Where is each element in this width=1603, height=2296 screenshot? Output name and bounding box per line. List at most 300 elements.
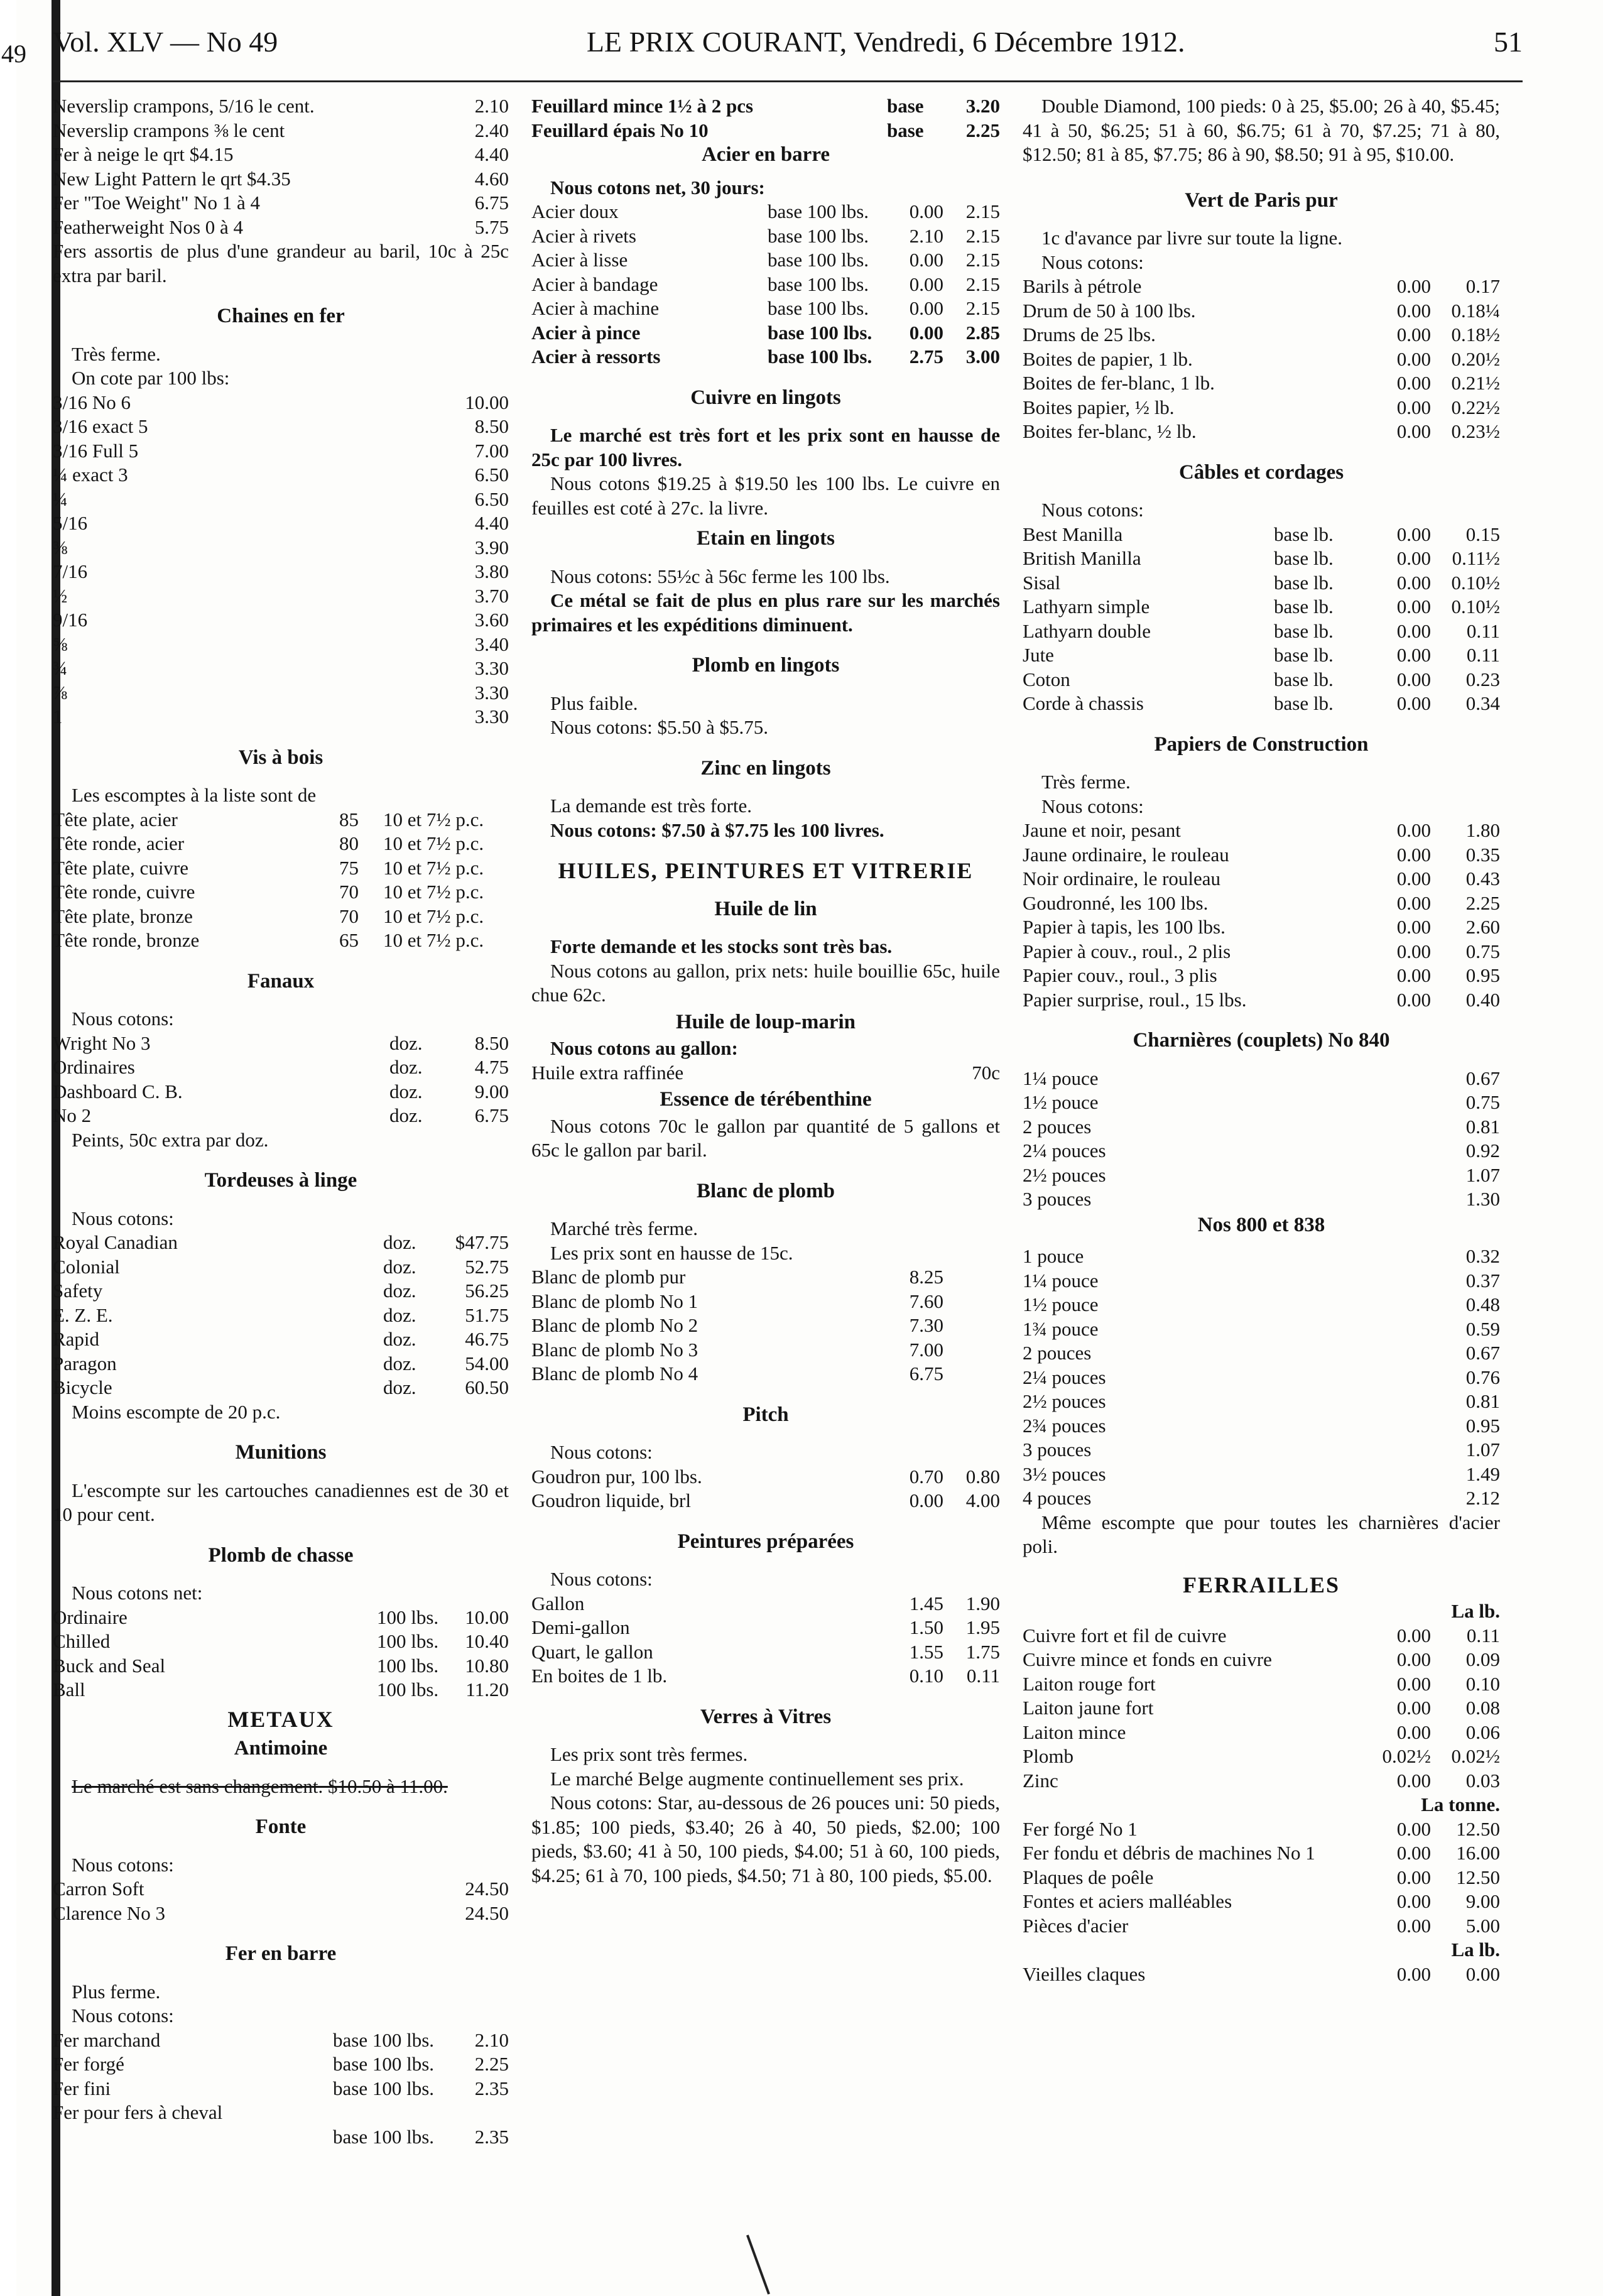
- item-price: 0.21½: [1451, 372, 1500, 394]
- price-row: [531, 1465, 1000, 1489]
- price-row: [1023, 1962, 1500, 1987]
- item-name: Pièces d'acier: [1023, 1914, 1129, 1937]
- item-price-low: 0.00: [1396, 1769, 1431, 1792]
- price-row: [531, 345, 1000, 369]
- price-row: [53, 415, 509, 439]
- item-price-low: 0.00: [1396, 964, 1431, 986]
- price-row: [53, 832, 509, 856]
- item-unit: base 100 lbs.: [333, 2125, 435, 2148]
- item-discount: 75: [339, 856, 359, 879]
- item-price: 0.11: [1466, 644, 1500, 666]
- etain-text-1: Nous cotons: 55½c à 56c ferme les 100 lbs.: [550, 565, 890, 587]
- item-price: 7.30: [909, 1314, 943, 1336]
- item-discount: 70: [339, 905, 359, 927]
- item-name: Ball: [53, 1678, 85, 1700]
- item-price-low: 0.00: [1396, 916, 1431, 938]
- antimoine-text: Le marché est sans changement. $10.50 à 11.00.: [72, 1775, 448, 1797]
- item-price: 2.10: [474, 2028, 509, 2051]
- item-price: 4.40: [474, 512, 509, 534]
- price-row: [1023, 1187, 1500, 1212]
- price-row: [53, 1231, 509, 1255]
- item-price-low: 0.00: [1396, 420, 1431, 442]
- section-heading: Câbles et cordages: [1178, 460, 1344, 484]
- item-price: 7.60: [909, 1290, 943, 1312]
- item-unit: doz.: [383, 1255, 416, 1278]
- section-intro: Nous cotons:: [72, 2005, 174, 2027]
- price-row: [53, 1877, 509, 1902]
- page-number: 51: [1493, 26, 1523, 58]
- item-discount: 80: [339, 832, 359, 854]
- item-name: No 2: [53, 1104, 92, 1126]
- item-unit: doz.: [383, 1376, 416, 1398]
- price-row: [1023, 1486, 1500, 1511]
- price-row: [53, 1654, 509, 1678]
- item-price: 1.80: [1465, 819, 1500, 841]
- item-price: 0.75: [1465, 1091, 1500, 1113]
- price-row: [1023, 619, 1500, 644]
- charnieres-list: [1023, 1067, 1500, 1212]
- price-row: [1023, 1269, 1500, 1293]
- item-name: Papier surprise, roul., 15 lbs.: [1023, 988, 1247, 1011]
- item-price: 0.23½: [1451, 420, 1500, 442]
- item-price: 52.75: [465, 1255, 509, 1278]
- section-intro: Nous cotons:: [72, 1853, 174, 1876]
- item-price: 0.11: [1466, 619, 1500, 642]
- item-price-low: 0.00: [1396, 596, 1431, 618]
- item-price: 12.50: [1456, 1817, 1500, 1840]
- item-price-low: 0.00: [1396, 324, 1431, 345]
- section-intro: Nous cotons:: [1041, 795, 1144, 817]
- item-name: Barils à pétrole: [1023, 275, 1142, 297]
- item-name: Laiton jaune fort: [1023, 1697, 1154, 1719]
- item-name: British Manilla: [1023, 547, 1141, 569]
- item-price: 8.50: [474, 415, 509, 437]
- market-note: Les prix sont en hausse de 15c.: [550, 1241, 793, 1264]
- market-note: Les prix sont très fermes.: [550, 1743, 748, 1765]
- section-heading: Blanc de plomb: [696, 1179, 835, 1202]
- item-price: 46.75: [465, 1328, 509, 1350]
- price-row: [1023, 819, 1500, 843]
- item-price: 0.43: [1465, 868, 1500, 890]
- volume-label: Vol. XLV — No 49: [53, 26, 278, 58]
- scan-margin: [0, 0, 16, 2296]
- price-row: [531, 1616, 1000, 1640]
- item-unit: base 100 lbs.: [333, 2053, 435, 2075]
- item-name: Acier à machine: [531, 297, 660, 319]
- price-row: [53, 928, 509, 953]
- item-name: Plomb: [1023, 1745, 1073, 1767]
- fers-note: Fers assortis de plus d'une grandeur au baril, 10c à 25c extra par baril.: [53, 240, 509, 286]
- price-row: [53, 119, 509, 143]
- item-unit: doz.: [383, 1303, 416, 1326]
- price-row: [53, 2028, 509, 2053]
- item-name: Fer "Toe Weight" No 1 à 4: [53, 192, 261, 214]
- item-price-low: 0.00: [909, 1489, 943, 1511]
- item-price: 0.75: [1465, 940, 1500, 962]
- item-discount: 85: [339, 808, 359, 830]
- price-row: [1023, 1817, 1500, 1842]
- price-row: [1023, 1414, 1500, 1439]
- price-row: [531, 1314, 1000, 1338]
- item-price-low: 0.00: [1396, 1817, 1431, 1840]
- price-row: [53, 1352, 509, 1376]
- item-price: 2.35: [474, 2077, 509, 2099]
- price-row: [53, 584, 509, 609]
- item-name: Zinc: [1023, 1769, 1058, 1792]
- price-row: [53, 856, 509, 881]
- item-unit: base 100 lbs.: [768, 321, 872, 344]
- price-row: [1023, 1721, 1500, 1745]
- item-name: Safety: [53, 1280, 103, 1302]
- item-price: 24.50: [465, 1878, 509, 1900]
- item-price: 3.30: [474, 657, 509, 679]
- item-name: Chilled: [53, 1630, 111, 1652]
- item-extra: 10 et 7½ p.c.: [383, 905, 484, 927]
- item-price-low: 0.00: [1396, 347, 1431, 370]
- price-row: [1023, 1366, 1500, 1390]
- peintures-list: [531, 1592, 1000, 1689]
- section-heading: Fanaux: [247, 969, 315, 993]
- item-unit: base 100 lbs.: [768, 200, 869, 222]
- price-row: [53, 94, 509, 119]
- item-price: 7.00: [909, 1338, 943, 1361]
- price-row: [1023, 1091, 1500, 1115]
- item-price-low: 0.00: [1396, 547, 1431, 569]
- item-name: 1½ pouce: [1023, 1091, 1099, 1113]
- price-row: [531, 1640, 1000, 1665]
- item-price-low: 1.50: [909, 1616, 943, 1638]
- column-3: [1023, 94, 1500, 1986]
- price-row: [53, 191, 509, 215]
- item-name: Lathyarn simple: [1023, 596, 1150, 618]
- price-row: [531, 248, 1000, 273]
- price-row: [531, 94, 1000, 119]
- item-name: Neverslip crampons ⅜ le cent: [53, 119, 285, 141]
- item-unit: doz.: [389, 1104, 423, 1126]
- item-price: 0.81: [1465, 1390, 1500, 1412]
- price-row: [1023, 1067, 1500, 1091]
- item-name: Fer à neige le qrt $4.15: [53, 143, 234, 165]
- item-price: 10.00: [465, 391, 509, 413]
- item-price: 1.75: [965, 1640, 1000, 1663]
- item-price-low: 0.00: [1396, 1914, 1431, 1937]
- fanaux-list: [53, 1031, 509, 1128]
- item-price-low: 0.00: [1396, 571, 1431, 594]
- item-price: 70c: [972, 1061, 1000, 1084]
- price-row: [1023, 1769, 1500, 1793]
- item-price: 2.40: [474, 119, 509, 141]
- item-unit: base 100 lbs.: [768, 273, 869, 295]
- fers-list: [53, 94, 509, 288]
- price-row: [53, 656, 509, 681]
- cables-list: [1023, 523, 1500, 716]
- item-name: Papier à tapis, les 100 lbs.: [1023, 916, 1225, 938]
- market-note: Très ferme.: [1041, 771, 1131, 793]
- price-row: [53, 143, 509, 167]
- item-price: 11.20: [465, 1678, 509, 1700]
- item-unit: base lb.: [1274, 619, 1334, 642]
- price-row: [53, 487, 509, 512]
- item-name: Noir ordinaire, le rouleau: [1023, 868, 1221, 890]
- item-name: 3/16 Full 5: [53, 439, 139, 462]
- cuivre-text-1: Le marché est très fort et les prix sont en hausse de 25c par 100 livres.: [531, 424, 1000, 471]
- item-price: 2.35: [474, 2125, 509, 2148]
- item-name: 2 pouces: [1023, 1342, 1092, 1364]
- item-name: Tête plate, cuivre: [53, 856, 189, 879]
- item-price: 0.34: [1465, 692, 1500, 714]
- tordeuses-list: [53, 1231, 509, 1400]
- price-row: [1023, 1890, 1500, 1914]
- item-name: Acier à rivets: [531, 224, 636, 247]
- price-row: [53, 1376, 509, 1400]
- price-row: [1023, 1438, 1500, 1462]
- market-note: Marché très ferme.: [550, 1217, 698, 1239]
- item-name: Tête ronde, acier: [53, 832, 185, 854]
- item-price: 0.09: [1465, 1648, 1500, 1670]
- ferrailles-list: [1023, 1624, 1500, 1793]
- price-row: [1023, 275, 1500, 299]
- section-intro: Nous cotons net:: [72, 1582, 203, 1604]
- item-price: 2.25: [474, 2053, 509, 2075]
- price-row: [53, 1678, 509, 1702]
- item-name: Drum de 50 à 100 lbs.: [1023, 299, 1196, 322]
- price-row: [1023, 1317, 1500, 1342]
- section-heading: Zinc en lingots: [700, 756, 831, 780]
- item-name: Acier à ressorts: [531, 345, 661, 367]
- item-price: 56.25: [465, 1280, 509, 1302]
- item-price: 6.75: [474, 192, 509, 214]
- item-price-low: 0.00: [1396, 1962, 1431, 1985]
- item-name: Lathyarn double: [1023, 619, 1151, 642]
- item-name: 5/16: [53, 512, 88, 534]
- price-row: [1023, 1624, 1500, 1648]
- item-name: E. Z. E.: [53, 1303, 113, 1326]
- price-row: [53, 215, 509, 240]
- price-row: [531, 119, 1000, 143]
- item-name: Laiton mince: [1023, 1721, 1126, 1743]
- section-heading: Verres à Vitres: [700, 1705, 832, 1728]
- price-row: [53, 1606, 509, 1630]
- item-price-low: 0.00: [1396, 692, 1431, 714]
- column-2: [531, 94, 1000, 1888]
- item-name: 4 pouces: [1023, 1487, 1092, 1509]
- item-price: 0.17: [1465, 275, 1500, 297]
- item-name: Jute: [1023, 644, 1054, 666]
- section-intro: Les escomptes à la liste sont de: [72, 784, 317, 806]
- price-row: [53, 2125, 509, 2150]
- charnieres-list-2: [1023, 1244, 1500, 1511]
- item-price-low: 0.00: [1396, 644, 1431, 666]
- item-price: 54.00: [465, 1352, 509, 1374]
- item-price: 2.15: [965, 249, 1000, 271]
- item-price-low: 0.00: [1396, 1866, 1431, 1888]
- price-row: [531, 224, 1000, 249]
- price-row: [531, 1290, 1000, 1314]
- item-unit: doz.: [383, 1280, 416, 1302]
- category-heading: METAUX: [227, 1706, 334, 1732]
- item-price: 0.40: [1465, 988, 1500, 1011]
- item-unit: base lb.: [1274, 571, 1334, 594]
- item-name: Fer pour fers à cheval: [53, 2101, 223, 2123]
- item-price-low: 0.00: [1396, 299, 1431, 322]
- item-price: 0.11½: [1452, 547, 1500, 569]
- item-name: Quart, le gallon: [531, 1640, 653, 1663]
- item-name: 3/16 No 6: [53, 391, 131, 413]
- price-row: [531, 1362, 1000, 1386]
- item-unit: base lb.: [1274, 596, 1334, 618]
- price-row: [1023, 1341, 1500, 1366]
- item-name: Featherweight Nos 0 à 4: [53, 215, 244, 238]
- item-price: 5.75: [474, 215, 509, 238]
- item-name: ⅞: [53, 681, 68, 704]
- item-price: 0.10½: [1451, 571, 1500, 594]
- item-price-low: 0.00: [909, 249, 943, 271]
- price-row: [1023, 571, 1500, 596]
- tordeuses-note: Moins escompte de 20 p.c.: [72, 1400, 281, 1423]
- charnieres-note: Même escompte que pour toutes les charnières d'acier poli.: [1023, 1511, 1500, 1557]
- section-heading: Peintures préparées: [677, 1530, 854, 1553]
- item-price: 2.60: [1465, 916, 1500, 938]
- item-name: Ordinaire: [53, 1606, 128, 1628]
- terebenthine-text: Nous cotons 70c le gallon par quantité de 5 gallons et 65c le gallon par baril.: [531, 1114, 1000, 1161]
- item-name: Blanc de plomb pur: [531, 1266, 686, 1288]
- item-price: 7.00: [474, 439, 509, 462]
- item-price: 0.23: [1465, 668, 1500, 690]
- item-price: 12.50: [1456, 1866, 1500, 1888]
- price-row: [53, 705, 509, 729]
- item-name: ¼ exact 3: [53, 464, 128, 486]
- item-unit: doz.: [389, 1080, 423, 1102]
- unit-heading: La tonne.: [1421, 1793, 1500, 1815]
- item-price: 5.00: [1465, 1914, 1500, 1937]
- item-name: Fer fondu et débris de machines No 1: [1023, 1842, 1315, 1864]
- section-intro: Nous cotons:: [1041, 499, 1144, 521]
- category-heading: HUILES, PEINTURES ET VITRERIE: [558, 858, 974, 883]
- item-price: 0.81: [1465, 1115, 1500, 1138]
- item-name: Sisal: [1023, 571, 1061, 594]
- item-name: 3½ pouces: [1023, 1462, 1106, 1485]
- price-row: [53, 463, 509, 487]
- item-unit: doz.: [389, 1056, 423, 1078]
- item-unit: base 100 lbs.: [768, 345, 872, 367]
- header-rule: [53, 80, 1523, 82]
- price-row: [53, 681, 509, 705]
- price-row: [1023, 988, 1500, 1013]
- item-unit: base: [887, 95, 924, 117]
- section-heading: Plomb en lingots: [692, 654, 840, 677]
- price-row: [531, 1265, 1000, 1290]
- item-unit: base 100 lbs.: [768, 297, 869, 319]
- price-row: [1023, 323, 1500, 347]
- item-extra: 10 et 7½ p.c.: [383, 856, 484, 879]
- section-heading: Etain en lingots: [696, 527, 835, 550]
- section-intro: Nous cotons:: [72, 1008, 174, 1030]
- item-name: Fontes et aciers malléables: [1023, 1890, 1232, 1912]
- section-intro: Nous cotons:: [550, 1568, 653, 1590]
- fer-barre-list: [53, 2028, 509, 2150]
- item-name: Tête plate, acier: [53, 808, 178, 830]
- price-row: [53, 1104, 509, 1128]
- item-name: New Light Pattern le qrt $4.35: [53, 167, 291, 190]
- item-price: 0.10½: [1451, 596, 1500, 618]
- item-name: Goudronné, les 100 lbs.: [1023, 891, 1209, 914]
- price-row: [1023, 595, 1500, 619]
- item-price: 24.50: [465, 1902, 509, 1924]
- item-price: 1.30: [1465, 1188, 1500, 1210]
- vis-list: [53, 808, 509, 953]
- item-price: 0.22½: [1451, 396, 1500, 418]
- item-price: 0.95: [1465, 1414, 1500, 1437]
- item-price-low: 0.00: [1396, 668, 1431, 690]
- item-name: Blanc de plomb No 3: [531, 1338, 698, 1361]
- price-row: [53, 1303, 509, 1328]
- item-unit: doz.: [383, 1352, 416, 1374]
- price-row: [1023, 915, 1500, 940]
- vert-list: [1023, 275, 1500, 444]
- page-header: [53, 25, 1523, 69]
- item-price-low: 0.00: [909, 273, 943, 295]
- item-price-low: 2.10: [909, 224, 943, 247]
- section-intro: Nous cotons:: [550, 1441, 653, 1463]
- item-price: 0.11: [1466, 1624, 1500, 1646]
- section-heading: Tordeuses à linge: [204, 1169, 357, 1192]
- item-price: 2.15: [965, 297, 1000, 319]
- item-price: 9.00: [1465, 1890, 1500, 1912]
- item-price-low: 0.00: [1396, 372, 1431, 394]
- item-name: Goudron liquide, brl: [531, 1489, 691, 1511]
- item-price: 3.40: [474, 633, 509, 655]
- item-name: Clarence No 3: [53, 1902, 166, 1924]
- item-name: Laiton rouge fort: [1023, 1672, 1156, 1695]
- item-price: 60.50: [465, 1376, 509, 1398]
- etain-text-2: Ce métal se fait de plus en plus rare sur les marchés primaires et les expéditions diminuent.: [531, 589, 1000, 636]
- item-unit: base 100 lbs.: [333, 2028, 435, 2051]
- item-price-low: 0.00: [1396, 988, 1431, 1011]
- journal-title: LE PRIX COURANT, Vendredi, 6 Décembre 1912.: [586, 26, 1185, 58]
- huile-lin-text-1: Forte demande et les stocks sont très bas.: [550, 935, 893, 957]
- fanaux-note: Peints, 50c extra par doz.: [72, 1128, 269, 1151]
- market-note: La demande est très forte.: [550, 795, 753, 817]
- item-unit: doz.: [383, 1328, 416, 1350]
- price-row: [531, 321, 1000, 345]
- scan-artifact: [746, 2234, 770, 2294]
- item-price: 10.40: [465, 1630, 509, 1652]
- item-name: Bicycle: [53, 1376, 112, 1398]
- item-price-low: 0.00: [1396, 1721, 1431, 1743]
- item-name: ⅜: [53, 536, 68, 558]
- sub-heading: Nos 800 et 838: [1197, 1213, 1325, 1236]
- price-row: [53, 1279, 509, 1303]
- item-extra: 10 et 7½ p.c.: [383, 808, 484, 830]
- item-name: Blanc de plomb No 1: [531, 1290, 698, 1312]
- item-price: 3.60: [474, 609, 509, 631]
- item-price: 2.25: [965, 119, 1000, 141]
- section-heading: Chaines en fer: [217, 305, 345, 327]
- item-name: 2¼ pouces: [1023, 1366, 1106, 1388]
- item-price: 10.80: [465, 1654, 509, 1677]
- item-price: 6.75: [909, 1363, 943, 1385]
- price-row: [1023, 396, 1500, 420]
- item-price-low: 0.00: [1396, 275, 1431, 297]
- item-price: 8.25: [909, 1266, 943, 1288]
- price-row: [1023, 1390, 1500, 1414]
- item-price: 0.76: [1465, 1366, 1500, 1388]
- item-discount: 65: [339, 929, 359, 951]
- item-price: 0.08: [1465, 1697, 1500, 1719]
- acier-list: [531, 200, 1000, 369]
- item-price: 0.06: [1465, 1721, 1500, 1743]
- item-name: ½: [53, 584, 68, 607]
